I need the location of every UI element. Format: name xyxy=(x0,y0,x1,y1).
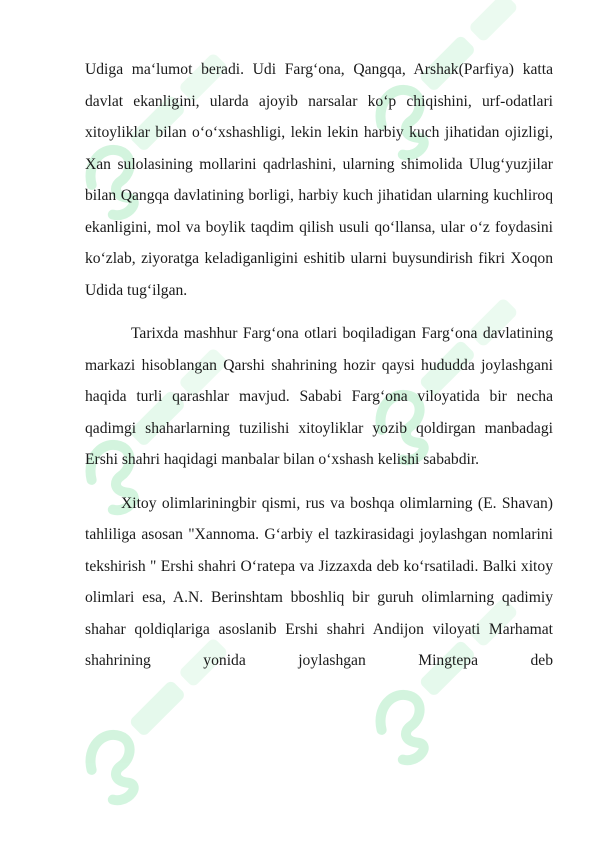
paragraph-2: Tarixda mashhur Farg‘ona otlari boqiladigan Farg‘ona davlatining markazi hisoblangan Qarshi shahrining hozir qaysi hududda joylashgani haqida turli qarashlar mavjud. Sababi Farg‘ona viloyatida bir necha qadimgi shaharlarning tuzilishi xitoyliklar yozib qoldirgan manbadagi Ershi shahri haqidagi manbalar bilan o‘xshash kelishi sababdir. xyxy=(85,325,553,468)
paragraph-3: Xitoy olimlariningbir qismi, rus va boshqa olimlarning (E. Shavan) tahliliga asosan "Xannoma. G‘arbiy el tazkirasidagi joylashgan nomlarini tekshirish " Ershi shahri O‘ratepa va Jizzaxda deb ko‘rsatiladi. Balki xitoy olimlari esa, A.N. Berinshtam bboshliq bir guruh olimlarning qadimiy shahar qoldiqlariga asoslanib Ershi shahri Andijon viloyati Marhamat shahrining yonida joylashgan Mingtepa deb xyxy=(85,494,553,669)
paragraph-1: Udiga ma‘lumot beradi. Udi Farg‘ona, Qangqa, Arshak(Parfiya) katta davlat ekanligini, ularda ajoyib narsalar ko‘p chiqishini, urf-odatlari xitoyliklar bilan o‘o‘xshashligi, lekin lekin harbiy kuch jihatidan ojizligi, Xan sulolasining mollarini qadrlashini, ularning shimolida Ulug‘yuzjilar bilan Qangqa davlatining borligi, harbiy kuch jihatidan ularning kuchliroq ekanligini, mol va boylik taqdim qilish usuli qo‘llansa, ular o‘z foydasini ko‘zlab, ziyoratga keladiganligini eshitib ularni buysundirish fikri Xoqon Udida tug‘ilgan. xyxy=(85,61,553,299)
document-page xyxy=(85,54,553,689)
